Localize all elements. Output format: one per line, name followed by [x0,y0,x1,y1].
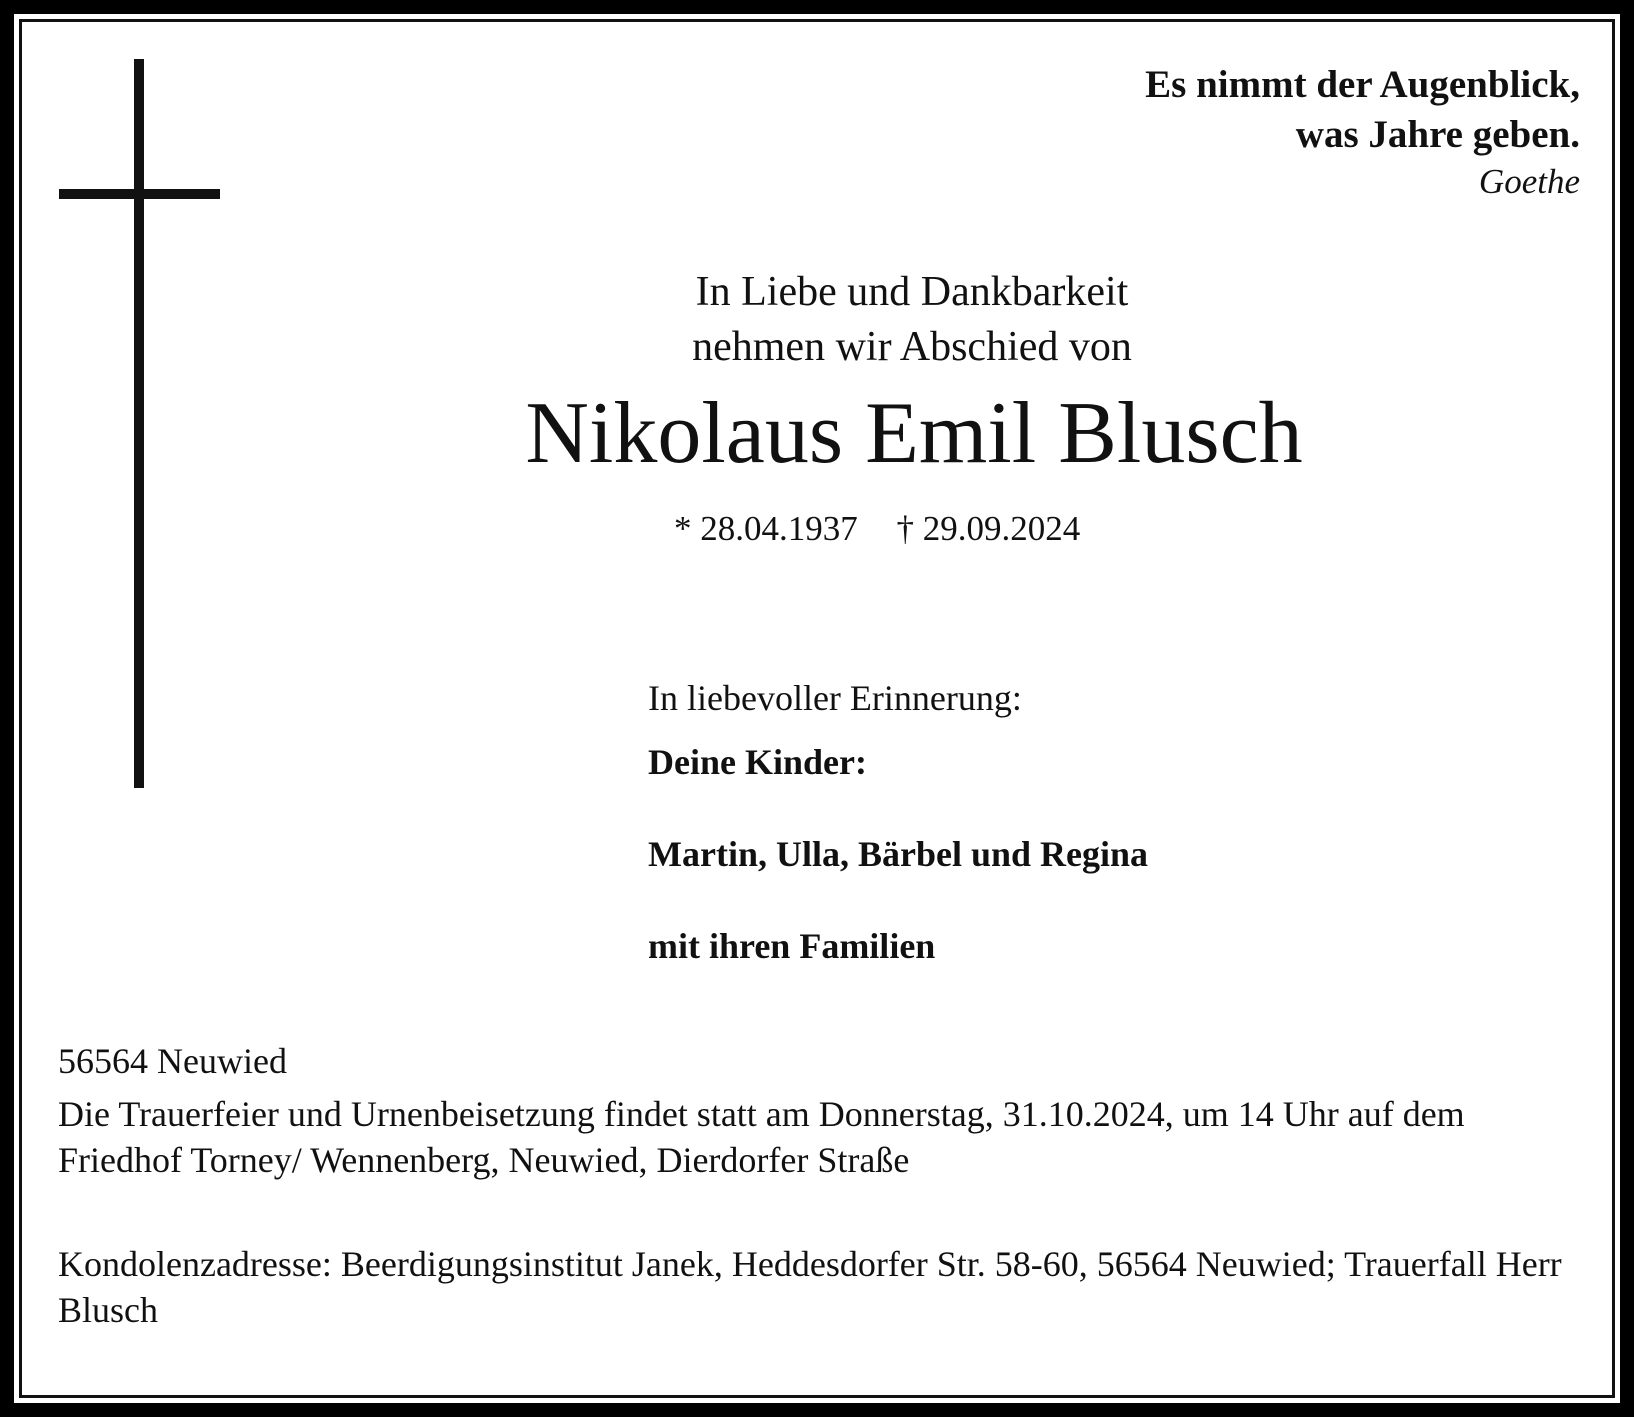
intro-line-1: In Liebe und Dankbarkeit [695,269,1129,315]
residence-city: 56564 Neuwied [58,1041,287,1081]
cross-horizontal-bar [59,189,220,199]
children-label: Deine Kinder: [648,742,867,782]
obituary-notice [14,14,1620,1403]
birth-date: * 28.04.1937 [674,509,858,548]
quote-block [1145,60,1580,204]
signers-block [648,674,1148,970]
intro-line-2: nehmen wir Abschied von [692,324,1132,370]
quote-author: Goethe [1478,162,1580,201]
memory-label: In liebevoller Erinnerung: [648,678,1022,718]
families-line: mit ihren Familien [648,926,936,966]
children-names: Martin, Ulla, Bärbel und Regina [648,834,1149,874]
life-dates [674,506,1080,552]
quote-line-2: was Jahre geben. [1295,113,1580,156]
funeral-service-info: Die Trauerfeier und Urnenbeisetzung findet statt am Donnerstag, 31.10.2024, um 14 Uhr auf dem Friedhof Torney/ Wennenberg, Neuwied, Dierdorfer Straße [58,1094,1465,1180]
condolence-address: Kondolenzadresse: Beerdigungsinstitut Janek, Heddesdorfer Str. 58-60, 56564 Neuwied; Trauerfall Herr Blusch [58,1244,1562,1330]
deceased-name: Nikolaus Emil Blusch [525,385,1303,482]
quote-line-1: Es nimmt der Augenblick, [1145,63,1580,106]
death-date: † 29.09.2024 [896,509,1081,548]
cross-vertical-bar [134,59,144,788]
